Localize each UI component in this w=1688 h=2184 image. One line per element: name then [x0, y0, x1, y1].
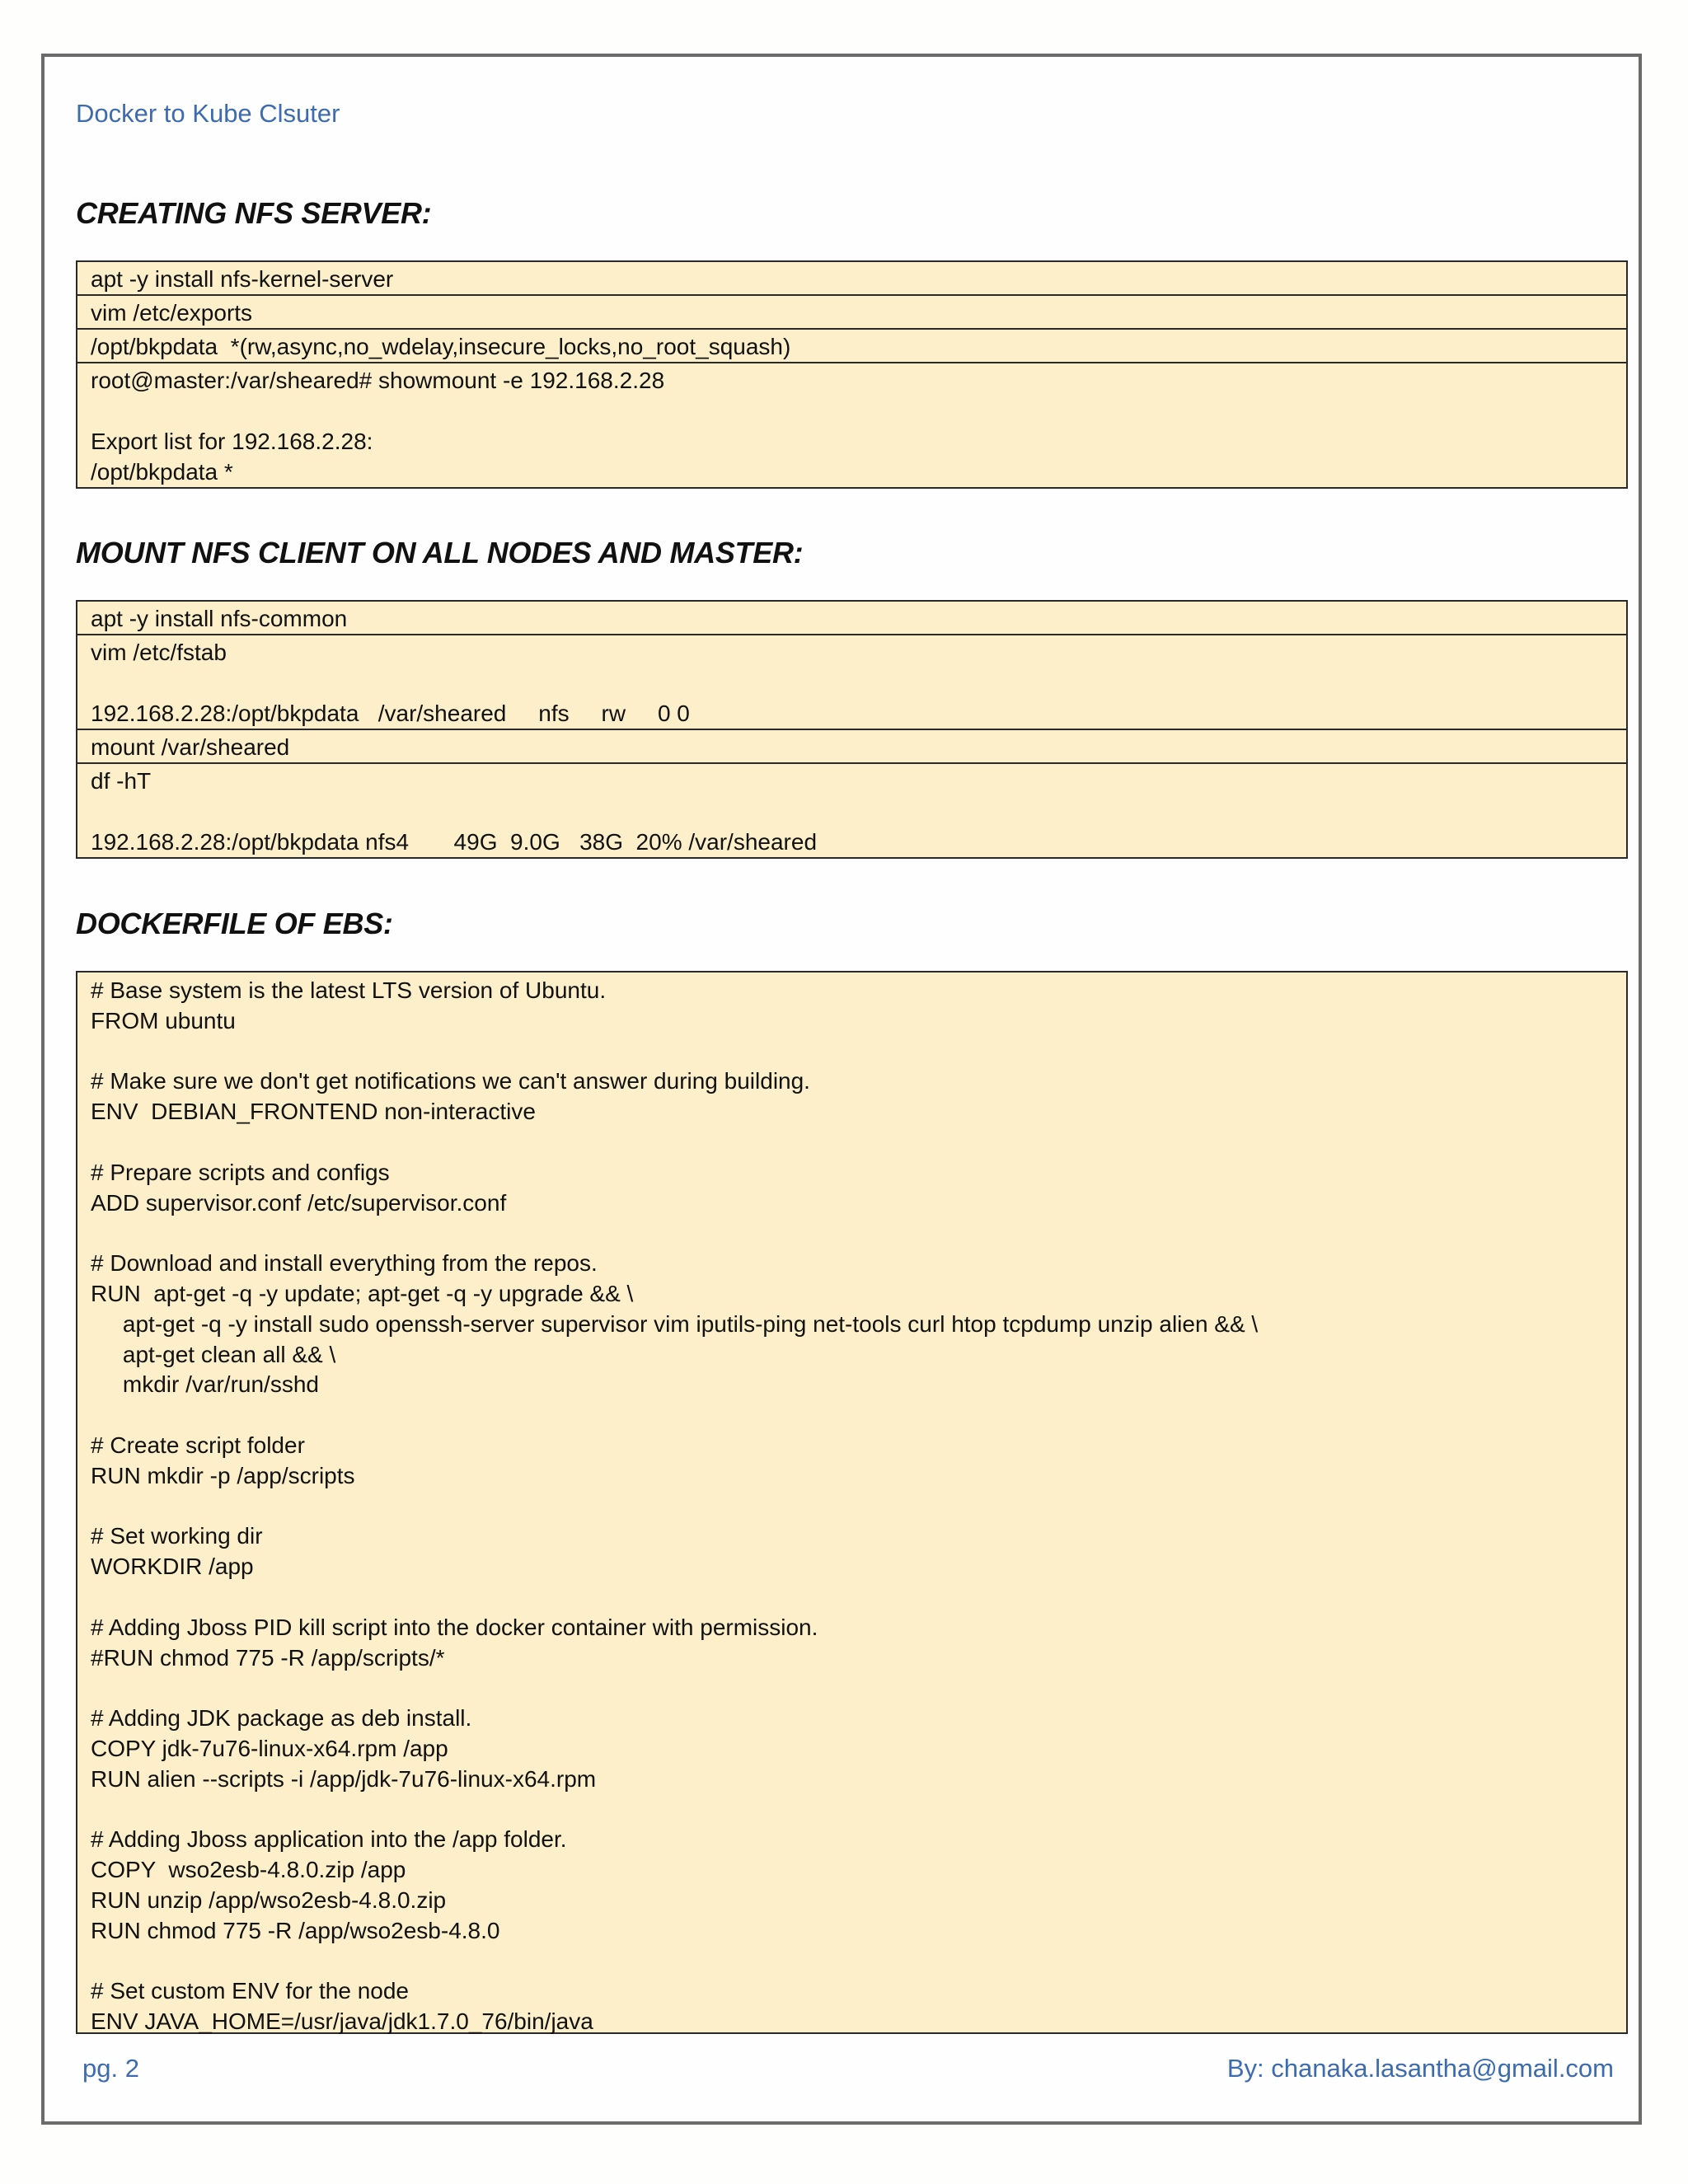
dockerfile-code	[76, 971, 1628, 2034]
command-row: vim /etc/exports	[77, 294, 1626, 328]
dockerfile-content: # Base system is the latest LTS version of Ubuntu. FROM ubuntu # Make sure we don't get notifications we can't answer during building. ENV DEBIAN_FRONTEND non-interactive # Prepare scripts and configs ADD supervisor.conf /etc/supervisor.conf # Download and install everything from the repos. RUN apt-get -q -y update; apt-get -q -y upgrade && \ apt-get -q -y install sudo openssh-server supervisor vim iputils-ping net-tools curl htop tcpdump unzip alien && \ apt-get clean all && \ mkdir /var/run/sshd # Create script folder RUN mkdir -p /app/scripts # Set working dir WORKDIR /app # Adding Jboss PID kill script into the docker container with permission. #RUN chmod 775 -R /app/scripts/* # Adding JDK package as deb install. COPY jdk-7u76-linux-x64.rpm /app RUN alien --scripts -i /app/jdk-7u76-linux-x64.rpm # Adding Jboss application into the /app folder. COPY wso2esb-4.8.0.zip /app RUN unzip /app/wso2esb-4.8.0.zip RUN chmod 775 -R /app/wso2esb-4.8.0 # Set custom ENV for the node ENV JAVA_HOME=/usr/java/jdk1.7.0_76/bin/java	[91, 977, 1259, 2035]
command-row: df -hT 192.168.2.28:/opt/bkpdata nfs4 49G 9.0G 38G 20% /var/sheared	[77, 762, 1626, 857]
command-row: vim /etc/fstab 192.168.2.28:/opt/bkpdata /var/sheared nfs rw 0 0	[77, 634, 1626, 729]
heading-nfs-server: CREATING NFS SERVER:	[76, 196, 432, 230]
command-row: apt -y install nfs-kernel-server	[91, 266, 394, 292]
document-header: Docker to Kube Clsuter	[76, 99, 340, 128]
heading-dockerfile: DOCKERFILE OF EBS:	[76, 907, 393, 940]
command-row: root@master:/var/sheared# showmount -e 192.168.2.28 Export list for 192.168.2.28: /opt/bkpdata *	[77, 362, 1626, 487]
command-row: mount /var/sheared	[77, 729, 1626, 762]
page-number: pg. 2	[82, 2054, 139, 2083]
command-row: apt -y install nfs-common	[91, 606, 348, 631]
author-email: By: chanaka.lasantha@gmail.com	[1226, 2054, 1614, 2083]
nfs-server-commands	[76, 260, 1628, 489]
heading-nfs-client: MOUNT NFS CLIENT ON ALL NODES AND MASTER:	[76, 536, 804, 569]
command-row: /opt/bkpdata *(rw,async,no_wdelay,insecure_locks,no_root_squash)	[77, 328, 1626, 362]
nfs-client-commands	[76, 600, 1628, 859]
